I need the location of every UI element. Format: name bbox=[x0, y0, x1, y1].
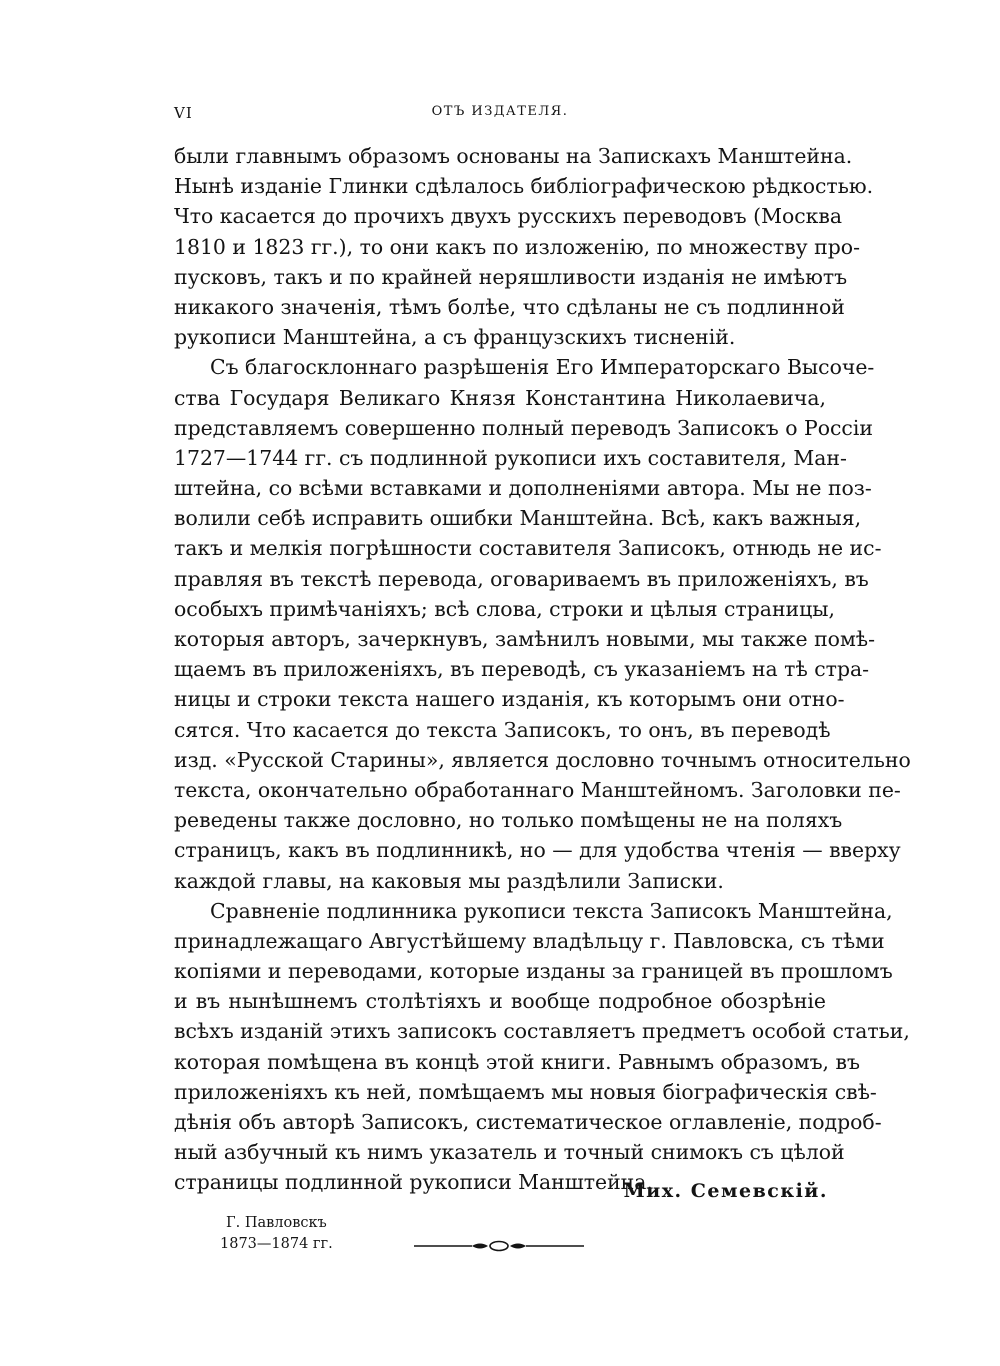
paragraph bbox=[174, 141, 874, 352]
page-number: VI bbox=[174, 104, 193, 122]
text-line: изд. «Русской Старины», является дословно точнымъ относительно bbox=[174, 747, 911, 772]
text-line: Что касается до прочихъ двухъ русскихъ переводовъ (Москва bbox=[174, 204, 843, 229]
text-line: копіями и переводами, которые изданы за границей въ прошломъ bbox=[174, 959, 893, 984]
text-line: Съ благосклоннаго разрѣшенія Его Императорскаго Высоче- bbox=[210, 355, 875, 380]
paragraph bbox=[174, 352, 911, 895]
text-line: и въ нынѣшнемъ столѣтіяхъ и вообще подробное обозрѣніе bbox=[174, 989, 826, 1014]
text-line: всѣхъ изданій этихъ записокъ составляетъ предметъ особой статьи, bbox=[174, 1019, 910, 1044]
text-line: пусковъ, такъ и по крайней неряшливости изданія не имѣютъ bbox=[174, 264, 848, 289]
body-text bbox=[174, 141, 911, 1198]
running-head: ОТЪ ИЗДАТЕЛЯ. bbox=[431, 104, 569, 119]
text-line: были главнымъ образомъ основаны на Запискахъ Манштейна. bbox=[174, 144, 853, 168]
ornament-divider-icon bbox=[414, 1240, 584, 1252]
text-line: штейна, со всѣми вставками и дополненіями автора. Мы не поз- bbox=[174, 476, 872, 501]
text-line: дѣнія объ авторѣ Записокъ, систематическое оглавленіе, подроб- bbox=[174, 1110, 882, 1134]
text-line: приложеніяхъ къ ней, помѣщаемъ мы новыя біографическія свѣ- bbox=[174, 1079, 877, 1104]
paragraph bbox=[174, 896, 910, 1198]
text-line: реведены также дословно, но только помѣщены не на поляхъ bbox=[174, 808, 843, 833]
text-line: ный азбучный къ нимъ указатель и точный снимокъ съ цѣлой bbox=[174, 1140, 845, 1165]
text-line: волили себѣ исправить ошибки Манштейна. Всѣ, какъ важныя, bbox=[174, 506, 862, 531]
text-line: страницъ, какъ въ подлинникѣ, но — для удобства чтенія — вверху bbox=[174, 838, 901, 863]
text-line: ницы и строки текста нашего изданія, къ которымъ они отно- bbox=[174, 687, 845, 712]
page-header bbox=[174, 104, 826, 126]
text-line: каждой главы, на каковыя мы раздѣлили Записки. bbox=[174, 868, 724, 893]
text-line: 1810 и 1823 гг.), то они какъ по изложенію, по множеству про- bbox=[174, 234, 860, 259]
text-line: которыя авторъ, зачеркнувъ, замѣнилъ новыми, мы также помѣ- bbox=[174, 627, 875, 651]
text-line: ства Государя Великаго Князя Константина Николаевича, bbox=[174, 385, 826, 410]
place-date bbox=[220, 1213, 333, 1255]
text-line: особыхъ примѣчаніяхъ; всѣ слова, строки и цѣлыя страницы, bbox=[174, 596, 835, 621]
text-line: Нынѣ изданіе Глинки сдѣлалось библіографическою рѣдкостью. bbox=[174, 174, 874, 199]
text-line: сятся. Что касается до текста Записокъ, то онъ, въ переводѣ bbox=[174, 717, 831, 742]
years: 1873—1874 гг. bbox=[220, 1236, 333, 1252]
text-line: которая помѣщена въ концѣ этой книги. Равнымъ образомъ, въ bbox=[174, 1049, 860, 1074]
place-name: Г. Павловскъ bbox=[226, 1215, 327, 1231]
text-line: Сравненіе подлинника рукописи текста Записокъ Манштейна, bbox=[210, 898, 893, 923]
text-line: 1727—1744 гг. съ подлинной рукописи ихъ составителя, Ман- bbox=[174, 445, 847, 470]
text-line: текста, окончательно обработаннаго Манштейномъ. Заголовки пе- bbox=[174, 777, 901, 802]
signature: Мих. Семевскій. bbox=[623, 1180, 828, 1202]
text-line: принадлежащаго Августѣйшему владѣльцу г. Павловска, съ тѣми bbox=[174, 928, 885, 953]
text-line: представляемъ совершенно полный переводъ Записокъ о Россіи bbox=[174, 415, 873, 440]
text-line: страницы подлинной рукописи Манштейна. bbox=[174, 1170, 653, 1195]
text-line: никакого значенія, тѣмъ болѣе, что сдѣланы не съ подлинной bbox=[174, 294, 845, 319]
text-line: такъ и мелкія погрѣшности составителя Записокъ, отнюдь не ис- bbox=[174, 536, 882, 561]
text-line: рукописи Манштейна, а съ французскихъ тисненій. bbox=[174, 325, 736, 350]
text-line: щаемъ въ приложеніяхъ, въ переводѣ, съ указаніемъ на тѣ стра- bbox=[174, 657, 870, 682]
text-line: правляя въ текстѣ перевода, оговариваемъ въ приложеніяхъ, въ bbox=[174, 566, 869, 591]
